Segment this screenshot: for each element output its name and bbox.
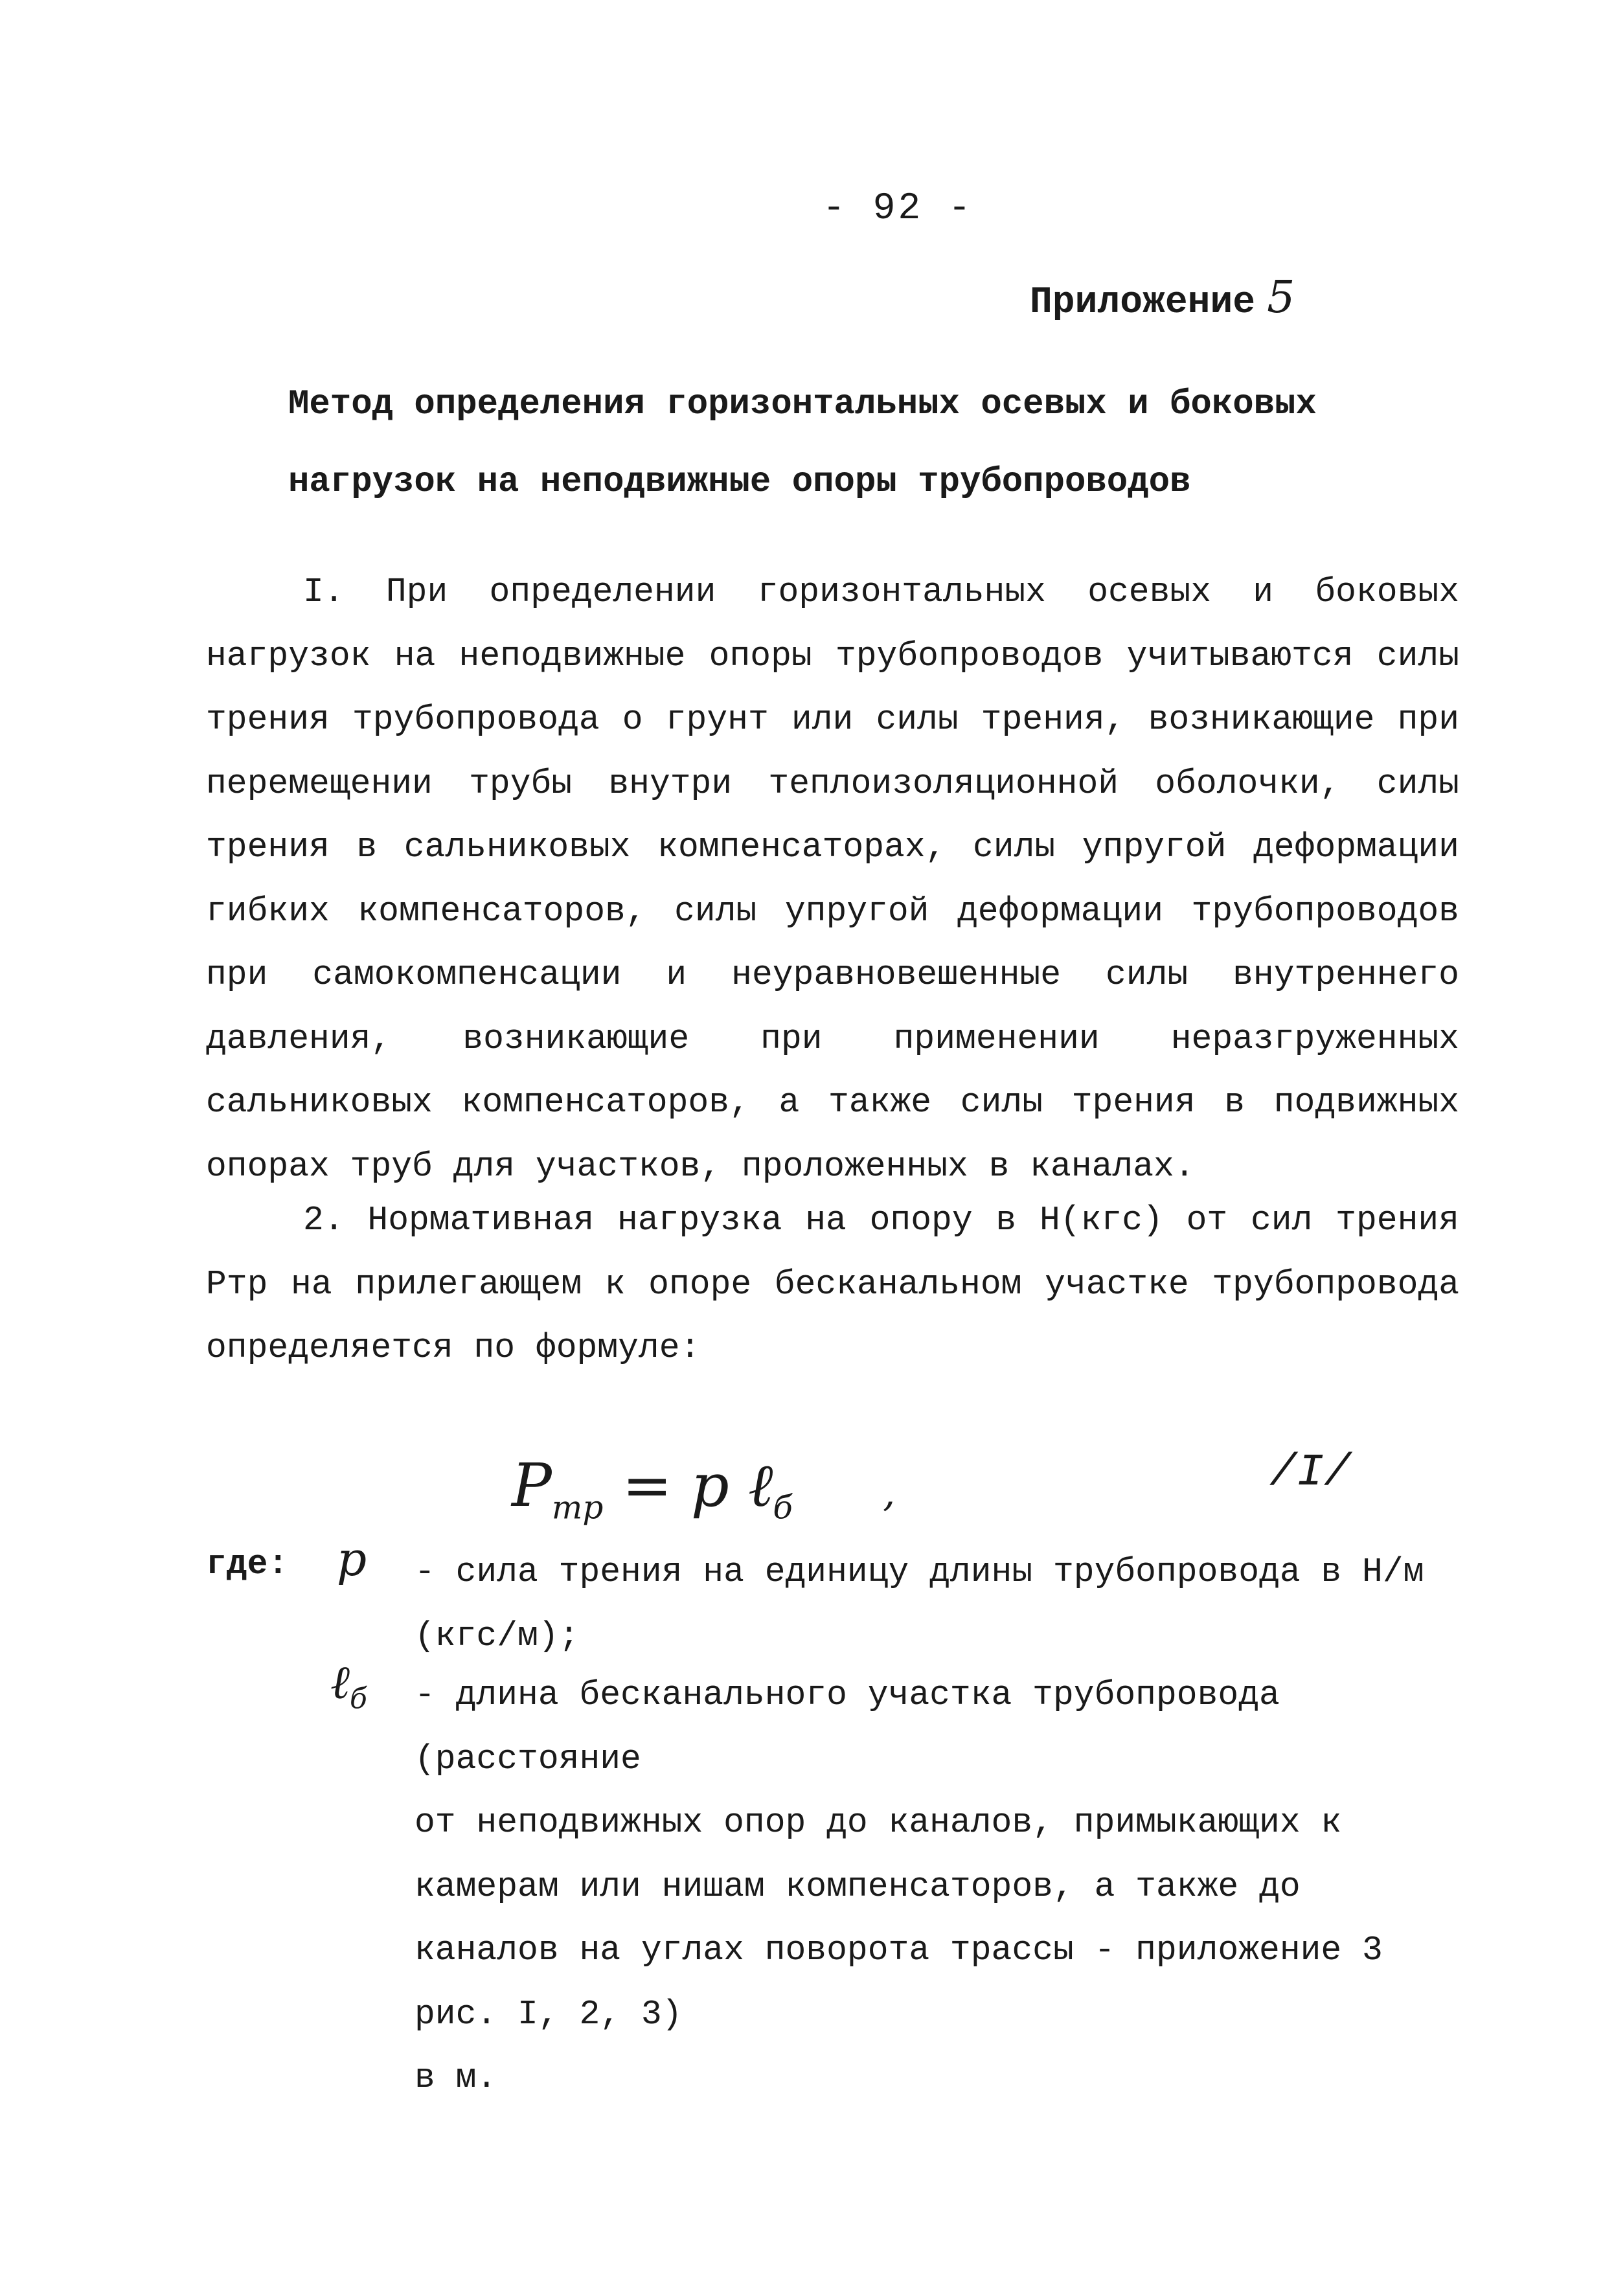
definition-l-line2: от неподвижных опор до каналов, примыкающих к камерам или нишам компенсаторов, а также до каналов на углах поворота трассы - приложение 3 рис. I, 2, 3) bbox=[415, 1803, 1383, 2034]
page-number: - 92 - bbox=[823, 188, 973, 230]
appendix-label: Приложение bbox=[1030, 282, 1256, 324]
formula-lhs-sub: тр bbox=[551, 1488, 604, 1527]
definition-l bbox=[415, 1663, 1451, 2110]
definition-p bbox=[415, 1540, 1451, 1668]
title-line-1: Метод определения горизонтальных осевых и боковых bbox=[288, 385, 1317, 424]
formula bbox=[512, 1451, 895, 1526]
definition-symbol-p: p bbox=[337, 1532, 367, 1586]
equation-number: /I/ bbox=[1269, 1448, 1352, 1499]
definition-p-line1: - сила трения на единицу длины трубопровода в Н/м bbox=[415, 1552, 1424, 1591]
formula-eq: = p ℓ bbox=[622, 1451, 773, 1520]
formula-comma: , bbox=[883, 1470, 896, 1516]
definition-symbol-l: ℓ$_б$ bbox=[330, 1655, 367, 1716]
paragraph-1: I. При определении горизонтальных осевых и боковых нагрузок на неподвижные опоры трубопроводов учитываются силы трения трубопровода о грунт или силы трения, возникающие при перемещении трубы внутри теплоизоляционной оболочки, силы трения в сальниковых компенсаторах, силы упругой деформации гибких компенсаторов, силы упругой деформации трубопроводов при самокомпенсации и неуравновешенные силы внутреннего давления, возникающие при применении неразгруженных сальниковых компенсаторов, а также силы трения в подвижных опорах труб для участков, проложенных в каналах. bbox=[206, 573, 1459, 1186]
definition-l-line3: в м. bbox=[415, 2058, 497, 2097]
paragraph-2: 2. Нормативная нагрузка на опору в Н(кгс) от сил трения Pтр на прилегающем к опоре бесканальном участке трубопровода определяется по формуле: bbox=[206, 1201, 1459, 1367]
formula-lhs: P bbox=[512, 1451, 552, 1520]
definition-l-line1: - длина бесканального участка трубопровода (расстояние bbox=[415, 1676, 1280, 1779]
formula-rhs-sub: б bbox=[773, 1488, 793, 1527]
appendix-number: 5 bbox=[1267, 272, 1295, 323]
document-title bbox=[288, 366, 1389, 521]
definition-p-line2: (кгс/м); bbox=[415, 1616, 580, 1655]
where-label: где: bbox=[206, 1545, 289, 1584]
title-line-2: нагрузок на неподвижные опоры трубопроводов bbox=[288, 462, 1191, 502]
appendix-heading bbox=[1030, 272, 1295, 324]
